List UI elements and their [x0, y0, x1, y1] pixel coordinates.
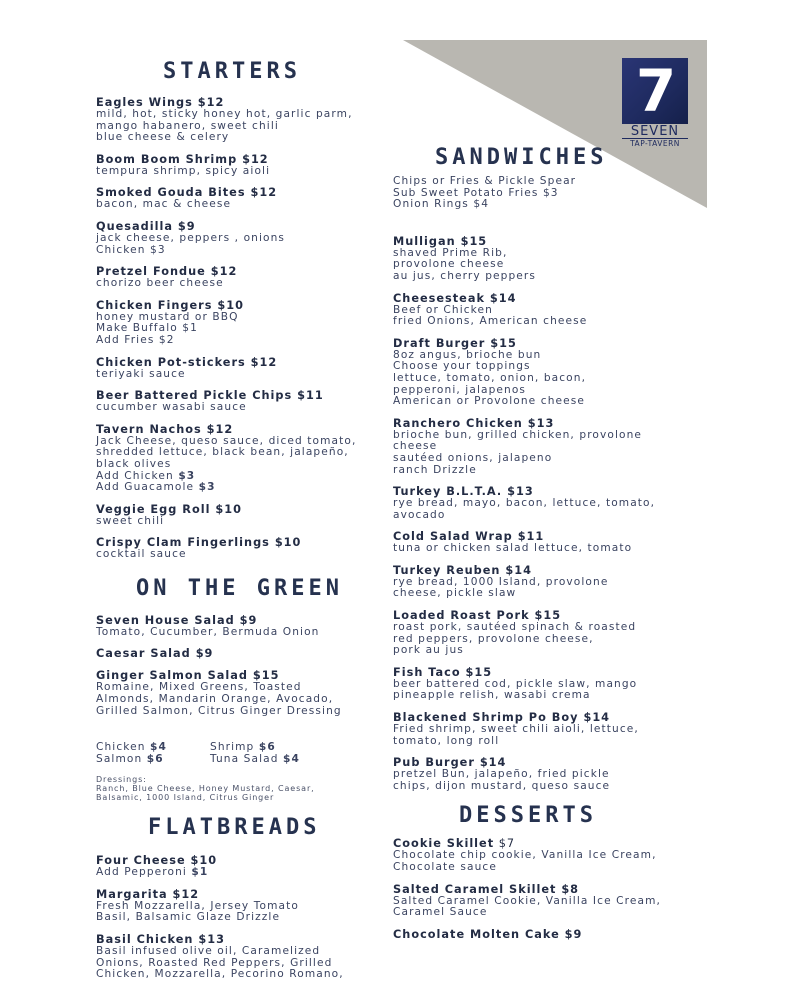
right-column: [393, 144, 703, 951]
menu-item-title: [96, 154, 386, 166]
menu-item-name: Tavern Nachos $12: [96, 422, 234, 436]
menu-item-title: [393, 236, 703, 248]
dressings-line: Ranch, Blue Cheese, Honey Mustard, Caesar,: [96, 784, 315, 794]
menu-item-name: Chicken Pot-stickers $12: [96, 355, 278, 369]
menu-item-description: Choose your toppings: [393, 360, 531, 373]
menu-item-name: Four Cheese $10: [96, 854, 218, 868]
menu-item-name: Chicken Fingers $10: [96, 298, 244, 312]
menu-item-name: Fish Taco $15: [393, 665, 493, 679]
menu-item-name: Chocolate Molten Cake $9: [393, 927, 583, 941]
menu-item-description: Onions, Roasted Red Peppers, Grilled: [96, 956, 333, 969]
menu-item-name: Margarita $12: [96, 887, 200, 901]
menu-item-description: American or Provolone cheese: [393, 395, 585, 408]
green-heading: ON THE GREEN: [136, 575, 343, 601]
menu-item: [96, 300, 386, 347]
menu-item-name: Eagles Wings $12: [96, 96, 225, 109]
menu-item-name: Ranchero Chicken $13: [393, 416, 555, 430]
menu-item: [96, 221, 386, 256]
menu-item-name: Quesadilla $9: [96, 219, 196, 233]
addon-price: $1: [191, 866, 209, 879]
menu-item-title: [393, 884, 703, 896]
menu-item-description: pineapple relish, wasabi crema: [393, 689, 591, 702]
menu-item-title: [393, 293, 703, 305]
menu-item-description: tuna or chicken salad lettuce, tomato: [393, 542, 633, 555]
salad-addons: [96, 741, 386, 765]
menu-item: [96, 504, 386, 528]
addon-price: $3: [178, 469, 196, 482]
menu-item-description: Grilled Salmon, Citrus Ginger Dressing: [96, 704, 342, 717]
menu-item-addon: [96, 867, 386, 879]
addon-label: Add Guacamole: [96, 481, 199, 494]
desserts-section: [393, 838, 703, 940]
menu-item-description: brioche bun, grilled chicken, provolone: [393, 428, 643, 441]
menu-item-description: beer battered cod, pickle slaw, mango: [393, 677, 638, 690]
menu-item: [393, 293, 703, 328]
menu-item-name: Beer Battered Pickle Chips $11: [96, 389, 324, 403]
menu-item-description: cocktail sauce: [96, 548, 187, 561]
menu-item: [96, 424, 386, 494]
menu-item-addon: [96, 482, 386, 494]
menu-item: [393, 565, 703, 600]
menu-item-title: [96, 357, 386, 369]
menu-item-name: Mulligan $15: [393, 234, 488, 248]
sandwiches-heading: SANDWICHES: [435, 145, 608, 170]
menu-item: [96, 390, 386, 414]
menu-item-name: Veggie Egg Roll $10: [96, 502, 242, 516]
menu-item-description: Beef or Chicken: [393, 303, 493, 316]
menu-item-description: red peppers, provolone cheese,: [393, 632, 594, 645]
menu-item-description: Chocolate chip cookie, Vanilla Ice Cream,: [393, 849, 657, 862]
menu-item-title: [393, 418, 703, 430]
menu-item: [96, 154, 386, 178]
menu-item-description: honey mustard or BBQ: [96, 310, 239, 323]
menu-item-description: Chocolate sauce: [393, 861, 497, 873]
menu-item-name: Turkey B.L.T.A. $13: [393, 485, 534, 499]
menu-item: [96, 934, 386, 981]
menu-item-title: [96, 424, 386, 436]
menu-item-description: shaved Prime Rib,: [393, 246, 508, 259]
menu-item: [96, 889, 386, 924]
menu-item-description: lettuce, tomato, onion, bacon,: [393, 371, 587, 384]
intro-line: Onion Rings $4: [393, 198, 490, 211]
dressings-label: Dressings:: [96, 775, 147, 785]
menu-item-name: Cheesesteak $14: [393, 291, 517, 305]
menu-item: [96, 648, 386, 660]
menu-item: [393, 531, 703, 555]
menu-item-name: Turkey Reuben $14: [393, 563, 532, 577]
menu-item: [96, 266, 386, 290]
menu-item: [393, 712, 703, 747]
menu-item-title: [96, 504, 386, 516]
menu-item-description: Almonds, Mandarin Orange, Avocado,: [96, 693, 334, 706]
menu-item-description: Basil infused olive oil, Caramelized: [96, 945, 321, 958]
menu-item-description: Jack Cheese, queso sauce, diced tomato,: [96, 434, 357, 447]
menu-item-name: Pretzel Fondue $12: [96, 265, 238, 279]
menu-item-description: Fresh Mozzarella, Jersey Tomato: [96, 899, 299, 912]
dressings-line: Balsamic, 1000 Island, Citrus Ginger: [96, 793, 275, 803]
menu-item-description: mild, hot, sticky honey hot, garlic parm,: [96, 108, 353, 120]
starters-heading: STARTERS: [163, 59, 301, 84]
menu-item-title: [393, 929, 703, 941]
menu-item-name: Cold Salad Wrap $11: [393, 530, 545, 544]
menu-item-description: cheese, pickle slaw: [393, 587, 517, 600]
menu-item: [96, 97, 386, 144]
menu-item-name: Blackened Shrimp Po Boy $14: [393, 711, 611, 725]
menu-item-description: au jus, cherry peppers: [393, 269, 536, 282]
logo-numeral: 7: [622, 58, 688, 124]
menu-item-name: Boom Boom Shrimp $12: [96, 152, 269, 166]
menu-item: [393, 757, 703, 792]
menu-item-description: Chicken, Mozzarella, Pecorino Romano,: [96, 968, 344, 981]
menu-item-name: Ginger Salmon Salad $15: [96, 669, 280, 683]
menu-item-description: Fried shrimp, sweet chili aioli, lettuce,: [393, 723, 639, 736]
menu-item-description: provolone cheese: [393, 258, 505, 271]
menu-item-description: Romaine, Mixed Greens, Toasted: [96, 681, 302, 694]
left-column: [96, 58, 386, 991]
menu-item-description: tempura shrimp, spicy aioli: [96, 164, 271, 177]
menu-item-name: Draft Burger $15: [393, 336, 517, 350]
menu-item-name: Cookie Skillet: [393, 837, 495, 851]
menu-item-description: ranch Drizzle: [393, 463, 477, 476]
menu-item: [393, 338, 703, 408]
menu-item-description: pepperoni, jalapenos: [393, 383, 527, 396]
menu-item-description: Basil, Balsamic Glaze Drizzle: [96, 911, 281, 924]
menu-item: [393, 838, 703, 873]
menu-item-description: cheese: [393, 440, 438, 453]
menu-item-description: sautéed onions, jalapeno: [393, 451, 553, 464]
logo-subtitle: TAP-TAVERN: [622, 138, 688, 148]
dressings-list: [96, 775, 386, 802]
menu-item-description: roast pork, sautéed spinach & roasted: [393, 621, 637, 634]
menu-item-price: $7: [494, 837, 516, 851]
menu-item: [96, 670, 386, 717]
starters-section: [96, 97, 386, 561]
menu-item-description: avocado: [393, 508, 446, 521]
menu-item-description: black olives: [96, 457, 172, 470]
menu-item-description: Salted Caramel Cookie, Vanilla Ice Cream,: [393, 894, 661, 907]
seven-logo: [622, 58, 688, 146]
menu-item-name: Caesar Salad $9: [96, 647, 214, 661]
addon-price: $3: [198, 481, 216, 494]
addon-label: Add Chicken: [96, 469, 179, 482]
addon-salmon: Salmon $6: [96, 753, 164, 766]
addon-tuna-salad: Tuna Salad $4: [210, 753, 300, 766]
menu-item-name: Seven House Salad $9: [96, 613, 258, 627]
menu-item-name: Crispy Clam Fingerlings $10: [96, 536, 302, 550]
menu-item-name: Salted Caramel Skillet $8: [393, 882, 580, 896]
menu-item-description: Tomato, Cucumber, Bermuda Onion: [96, 625, 320, 638]
menu-item-description: mango habanero, sweet chili: [96, 119, 279, 132]
menu-item: [96, 537, 386, 561]
menu-item-description: tomato, long roll: [393, 734, 500, 747]
menu-item-name: Pub Burger $14: [393, 756, 507, 770]
menu-item-description: pretzel Bun, jalapeño, fried pickle: [393, 768, 610, 781]
menu-item-description: Chicken $3: [96, 243, 166, 256]
menu-item: [96, 855, 386, 879]
menu-item-name: Smoked Gouda Bites $12: [96, 186, 278, 200]
intro-line: Sub Sweet Potato Fries $3: [393, 186, 559, 199]
sandwiches-section: [393, 236, 703, 793]
addon-label: Add Pepperoni: [96, 866, 192, 879]
menu-item-description: jack cheese, peppers , onions: [96, 231, 286, 244]
menu-item-description: chips, dijon mustard, queso sauce: [393, 779, 611, 792]
menu-item: [393, 667, 703, 702]
sandwiches-intro: [393, 176, 703, 211]
menu-item-description: blue cheese & celery: [96, 131, 230, 144]
menu-item: [96, 187, 386, 211]
flatbreads-section: [96, 855, 386, 981]
menu-item-name: Loaded Roast Pork $15: [393, 609, 562, 623]
menu-item: [393, 610, 703, 657]
menu-item: [393, 418, 703, 476]
menu-item-description: shredded lettuce, black bean, jalapeño,: [96, 446, 349, 459]
menu-item-description: teriyaki sauce: [96, 367, 186, 380]
menu-item: [393, 486, 703, 521]
menu-item-description: Make Buffalo $1: [96, 322, 198, 335]
menu-item-description: Add Fries $2: [96, 333, 175, 346]
menu-item-description: pork au jus: [393, 644, 464, 657]
intro-line: Chips or Fries & Pickle Spear: [393, 175, 577, 187]
menu-item-title: [96, 300, 386, 312]
menu-item: [393, 236, 703, 283]
menu-item: [393, 929, 703, 941]
desserts-heading: DESSERTS: [459, 803, 597, 829]
menu-item: [393, 884, 703, 919]
addon-chicken: Chicken $4: [96, 741, 167, 754]
menu-item-description: bacon, mac & cheese: [96, 198, 232, 211]
menu-item-description: sweet chili: [96, 514, 165, 527]
menu-item: [96, 357, 386, 381]
menu-item-description: 8oz angus, brioche bun: [393, 348, 542, 361]
logo-name: SEVEN: [630, 124, 680, 139]
menu-item-description: chorizo beer cheese: [96, 277, 224, 290]
menu-item-description: cucumber wasabi sauce: [96, 401, 247, 414]
menu-item-description: Caramel Sauce: [393, 906, 488, 919]
menu-item-title: [393, 338, 703, 350]
green-section: [96, 615, 386, 717]
menu-item-title: [96, 648, 386, 660]
menu-item: [96, 615, 386, 639]
flatbreads-heading: FLATBREADS: [148, 815, 321, 841]
menu-item-description: rye bread, 1000 Island, provolone: [393, 575, 609, 588]
addon-shrimp: Shrimp $6: [210, 741, 276, 754]
menu-item-name: Basil Chicken $13: [96, 933, 225, 947]
menu-item-description: rye bread, mayo, bacon, lettuce, tomato,: [393, 497, 656, 510]
menu-item-description: fried Onions, American cheese: [393, 315, 588, 328]
